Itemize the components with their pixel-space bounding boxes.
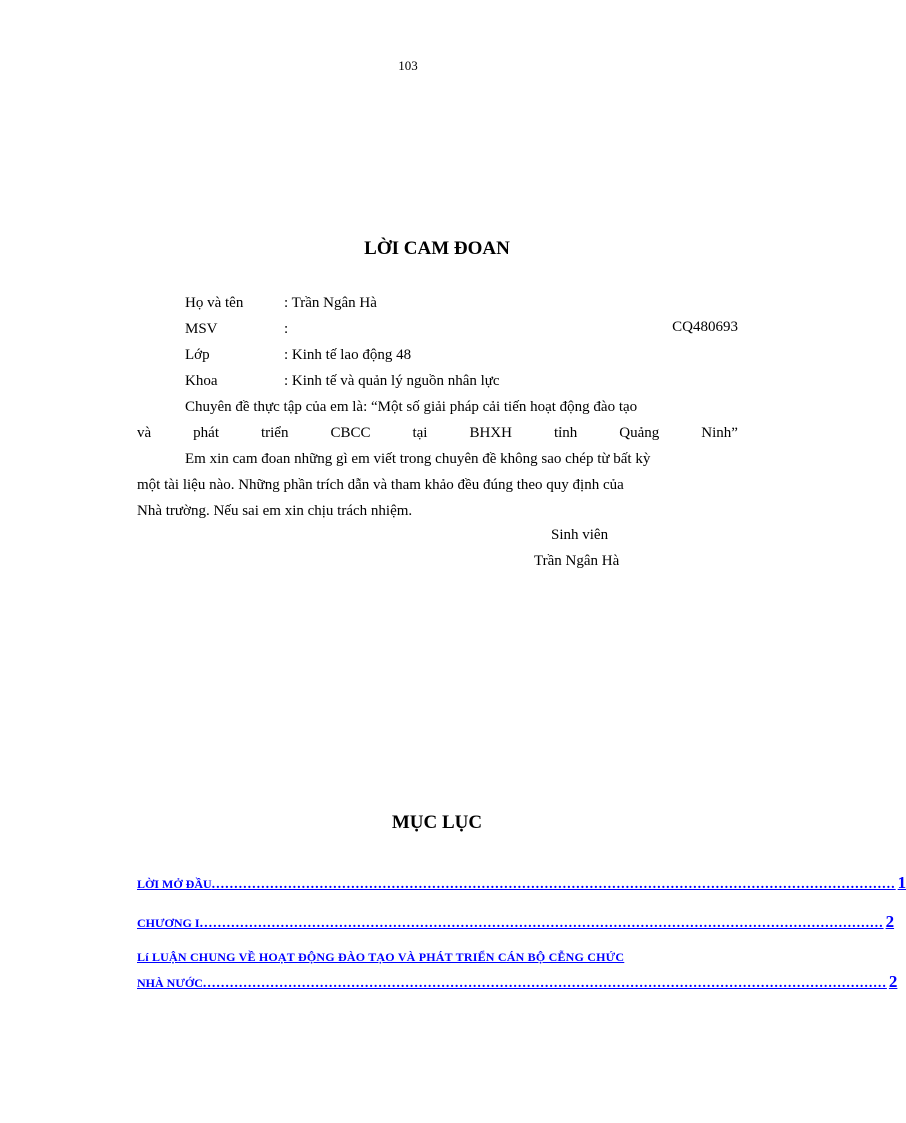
- signer-role: Sinh viên: [551, 527, 609, 543]
- toc-entry-page: 2: [888, 972, 898, 991]
- topic-word: Quảng: [619, 425, 660, 441]
- topic-word: phát: [193, 425, 219, 441]
- topic-word: tỉnh: [553, 425, 578, 441]
- toc-entry-page: 2: [885, 912, 895, 931]
- topic-line-1: Chuyên đề thực tập của em là: “Một số giải pháp cải tiến hoạt động đào tạo: [185, 399, 638, 415]
- topic-word: CBCC: [330, 425, 371, 441]
- signer-name: Trần Ngân Hà: [534, 553, 620, 569]
- field-faculty-value: : Kinh tế và quản lý nguồn nhân lực: [284, 373, 500, 389]
- field-msv-colon: :: [284, 321, 289, 337]
- toc-entry-intro[interactable]: [137, 873, 906, 893]
- topic-word: BHXH: [469, 425, 512, 441]
- field-msv-label: MSV: [185, 321, 218, 337]
- toc-entry-theory-line-1[interactable]: Lí LUẬN CHUNG VỀ HOẠT ĐỘNG ĐÀO TẠO VÀ PHÁT TRIỂN CÁN BỘ CỄNG CHỨC: [137, 950, 625, 964]
- topic-word: triển: [260, 425, 289, 441]
- field-msv-value: CQ480693: [672, 319, 738, 335]
- field-name-label: Họ và tên: [185, 295, 244, 311]
- page-number: 103: [398, 58, 418, 73]
- toc-title: MỤC LỤC: [391, 812, 483, 833]
- toc-entry-label: CHƯƠNG I: [137, 916, 200, 930]
- toc-entry-theory[interactable]: [137, 972, 898, 992]
- toc-entry-chapter-1[interactable]: [137, 912, 895, 932]
- toc-entry-label: NHÀ NƯỚC: [137, 976, 203, 990]
- topic-line-2: [137, 423, 738, 443]
- toc-leader-dots: ........................................................................................................................................................: [202, 976, 887, 991]
- field-faculty-label: Khoa: [185, 373, 218, 389]
- toc-entry-label: LỜI MỞ ĐẦU: [137, 877, 212, 891]
- commit-line-2: một tài liệu nào. Những phần trích dẫn và tham khảo đều đúng theo quy định của: [137, 477, 624, 493]
- topic-word: và: [137, 425, 152, 441]
- toc-leader-dots: ........................................................................................................................................................: [211, 877, 896, 892]
- topic-word: tại: [412, 425, 428, 441]
- field-name-value: : Trần Ngân Hà: [284, 295, 377, 311]
- field-class-label: Lớp: [185, 347, 210, 363]
- toc-leader-dots: ........................................................................................................................................................: [199, 916, 884, 931]
- topic-word: Ninh”: [701, 425, 738, 441]
- commit-line-1: Em xin cam đoan những gì em viết trong chuyên đề không sao chép từ bất kỳ: [185, 451, 651, 467]
- field-class-value: : Kinh tế lao động 48: [284, 347, 412, 363]
- commit-line-3: Nhà trường. Nếu sai em xin chịu trách nhiệm.: [137, 503, 413, 519]
- toc-entry-page: 1: [897, 873, 906, 892]
- declaration-title: LỜI CAM ĐOAN: [364, 238, 510, 259]
